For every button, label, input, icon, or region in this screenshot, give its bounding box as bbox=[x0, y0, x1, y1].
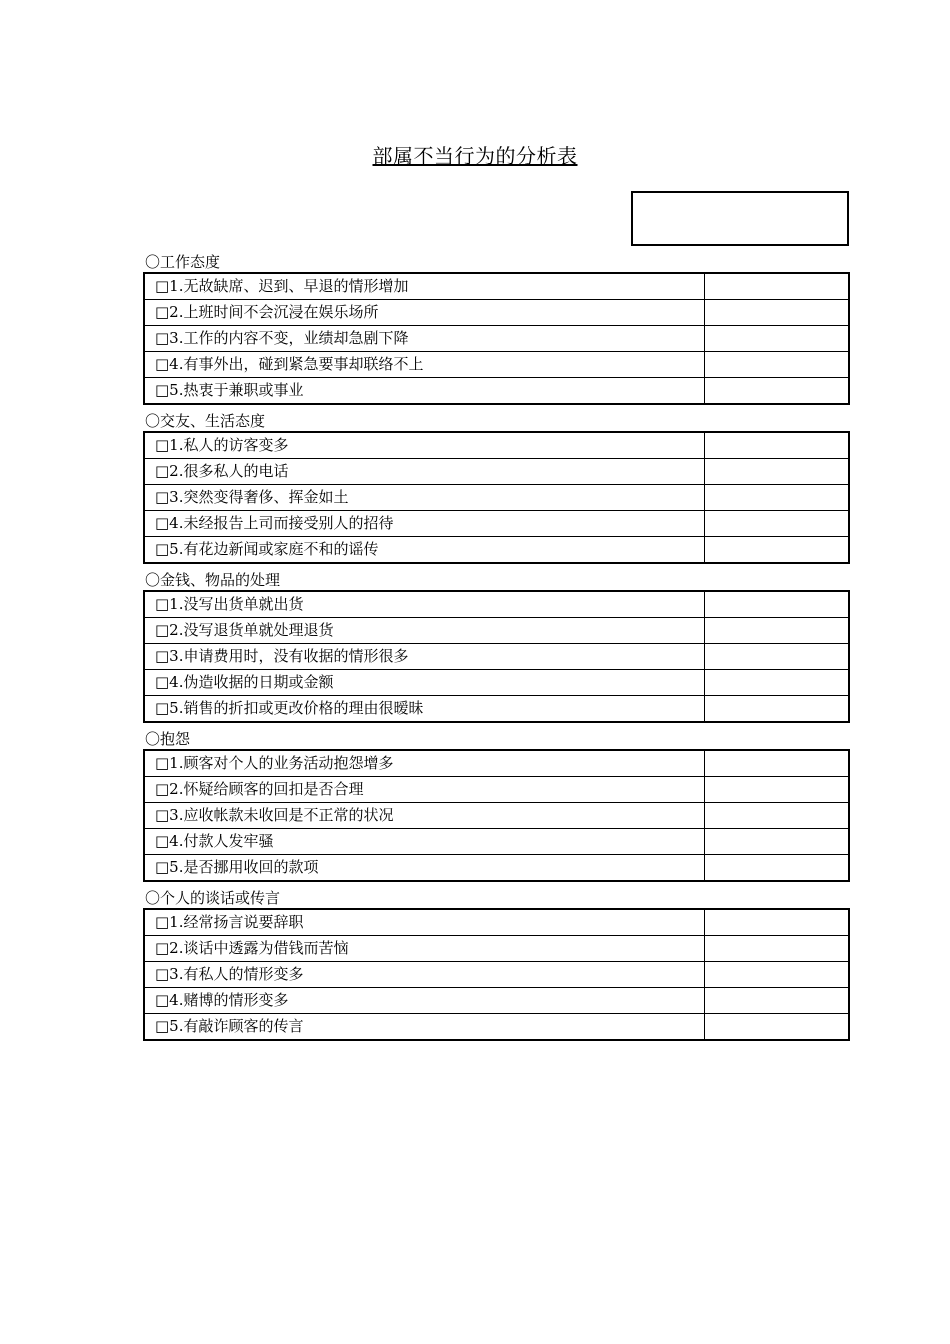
checklist-item-label[interactable]: □1.顾客对个人的业务活动抱怨增多 bbox=[144, 750, 704, 777]
checklist-table bbox=[143, 908, 850, 1041]
checklist-table bbox=[143, 749, 850, 882]
checklist-item-label[interactable]: □2.很多私人的电话 bbox=[144, 459, 704, 485]
checklist-item-label[interactable]: □3.应收帐款未收回是不正常的状况 bbox=[144, 803, 704, 829]
section-4 bbox=[143, 729, 848, 882]
remarks-cell[interactable] bbox=[704, 273, 849, 300]
remarks-cell[interactable] bbox=[704, 803, 849, 829]
table-row bbox=[144, 459, 849, 485]
checklist-item-label[interactable]: □5.是否挪用收回的款项 bbox=[144, 855, 704, 882]
table-row bbox=[144, 670, 849, 696]
table-row bbox=[144, 988, 849, 1014]
table-row bbox=[144, 829, 849, 855]
checklist-item-label[interactable]: □1.私人的访客变多 bbox=[144, 432, 704, 459]
table-row bbox=[144, 618, 849, 644]
page-title: 部属不当行为的分析表 bbox=[372, 144, 578, 168]
table-row bbox=[144, 1014, 849, 1041]
remarks-cell[interactable] bbox=[704, 352, 849, 378]
section-3 bbox=[143, 570, 848, 723]
table-row bbox=[144, 326, 849, 352]
table-row bbox=[144, 909, 849, 936]
table-row bbox=[144, 537, 849, 564]
checklist-item-label[interactable]: □5.有花边新闻或家庭不和的谣传 bbox=[144, 537, 704, 564]
section-2 bbox=[143, 411, 848, 564]
stamp-box bbox=[631, 191, 849, 246]
checklist-item-label[interactable]: □2.谈话中透露为借钱而苦恼 bbox=[144, 936, 704, 962]
table-row bbox=[144, 378, 849, 405]
table-row bbox=[144, 644, 849, 670]
table-row bbox=[144, 777, 849, 803]
remarks-cell[interactable] bbox=[704, 644, 849, 670]
checklist-item-label[interactable]: □3.工作的内容不变，业绩却急剧下降 bbox=[144, 326, 704, 352]
remarks-cell[interactable] bbox=[704, 1014, 849, 1041]
checklist-item-label[interactable]: □4.有事外出，碰到紧急要事却联络不上 bbox=[144, 352, 704, 378]
checklist-item-label[interactable]: □3.有私人的情形变多 bbox=[144, 962, 704, 988]
checklist-item-label[interactable]: □5.有敲诈顾客的传言 bbox=[144, 1014, 704, 1041]
remarks-cell[interactable] bbox=[704, 432, 849, 459]
checklist-item-label[interactable]: □5.销售的折扣或更改价格的理由很暧昧 bbox=[144, 696, 704, 723]
section-5 bbox=[143, 888, 848, 1041]
table-row bbox=[144, 485, 849, 511]
remarks-cell[interactable] bbox=[704, 696, 849, 723]
section-title: 〇交友、生活态度 bbox=[145, 412, 266, 430]
checklist-item-label[interactable]: □2.上班时间不会沉浸在娱乐场所 bbox=[144, 300, 704, 326]
remarks-cell[interactable] bbox=[704, 511, 849, 537]
table-row bbox=[144, 300, 849, 326]
remarks-cell[interactable] bbox=[704, 485, 849, 511]
table-row bbox=[144, 591, 849, 618]
remarks-cell[interactable] bbox=[704, 459, 849, 485]
remarks-cell[interactable] bbox=[704, 750, 849, 777]
table-row bbox=[144, 803, 849, 829]
section-title: 〇个人的谈话或传言 bbox=[145, 889, 281, 907]
checklist-item-label[interactable]: □4.伪造收据的日期或金额 bbox=[144, 670, 704, 696]
remarks-cell[interactable] bbox=[704, 537, 849, 564]
remarks-cell[interactable] bbox=[704, 855, 849, 882]
table-row bbox=[144, 511, 849, 537]
remarks-cell[interactable] bbox=[704, 936, 849, 962]
section-title: 〇金钱、物品的处理 bbox=[145, 571, 281, 589]
section-title: 〇抱怨 bbox=[145, 730, 191, 748]
section-1 bbox=[143, 252, 848, 405]
remarks-cell[interactable] bbox=[704, 988, 849, 1014]
table-row bbox=[144, 696, 849, 723]
remarks-cell[interactable] bbox=[704, 326, 849, 352]
table-row bbox=[144, 962, 849, 988]
checklist-item-label[interactable]: □1.无故缺席、迟到、早退的情形增加 bbox=[144, 273, 704, 300]
checklist-item-label[interactable]: □2.没写退货单就处理退货 bbox=[144, 618, 704, 644]
remarks-cell[interactable] bbox=[704, 378, 849, 405]
table-row bbox=[144, 273, 849, 300]
checklist-item-label[interactable]: □1.经常扬言说要辞职 bbox=[144, 909, 704, 936]
checklist-item-label[interactable]: □1.没写出货单就出货 bbox=[144, 591, 704, 618]
checklist-item-label[interactable]: □5.热衷于兼职或事业 bbox=[144, 378, 704, 405]
remarks-cell[interactable] bbox=[704, 829, 849, 855]
table-row bbox=[144, 936, 849, 962]
table-row bbox=[144, 432, 849, 459]
checklist-item-label[interactable]: □3.申请费用时，没有收据的情形很多 bbox=[144, 644, 704, 670]
table-row bbox=[144, 855, 849, 882]
checklist-item-label[interactable]: □2.怀疑给顾客的回扣是否合理 bbox=[144, 777, 704, 803]
remarks-cell[interactable] bbox=[704, 909, 849, 936]
table-row bbox=[144, 352, 849, 378]
checklist-item-label[interactable]: □4.付款人发牢骚 bbox=[144, 829, 704, 855]
checklist-table bbox=[143, 272, 850, 405]
checklist-table bbox=[143, 590, 850, 723]
checklist-item-label[interactable]: □4.未经报告上司而接受别人的招待 bbox=[144, 511, 704, 537]
checklist-table bbox=[143, 431, 850, 564]
table-row bbox=[144, 750, 849, 777]
remarks-cell[interactable] bbox=[704, 618, 849, 644]
remarks-cell[interactable] bbox=[704, 670, 849, 696]
section-title: 〇工作态度 bbox=[145, 253, 221, 271]
checklist-item-label[interactable]: □3.突然变得奢侈、挥金如土 bbox=[144, 485, 704, 511]
remarks-cell[interactable] bbox=[704, 300, 849, 326]
remarks-cell[interactable] bbox=[704, 777, 849, 803]
checklist-item-label[interactable]: □4.赌博的情形变多 bbox=[144, 988, 704, 1014]
remarks-cell[interactable] bbox=[704, 591, 849, 618]
remarks-cell[interactable] bbox=[704, 962, 849, 988]
